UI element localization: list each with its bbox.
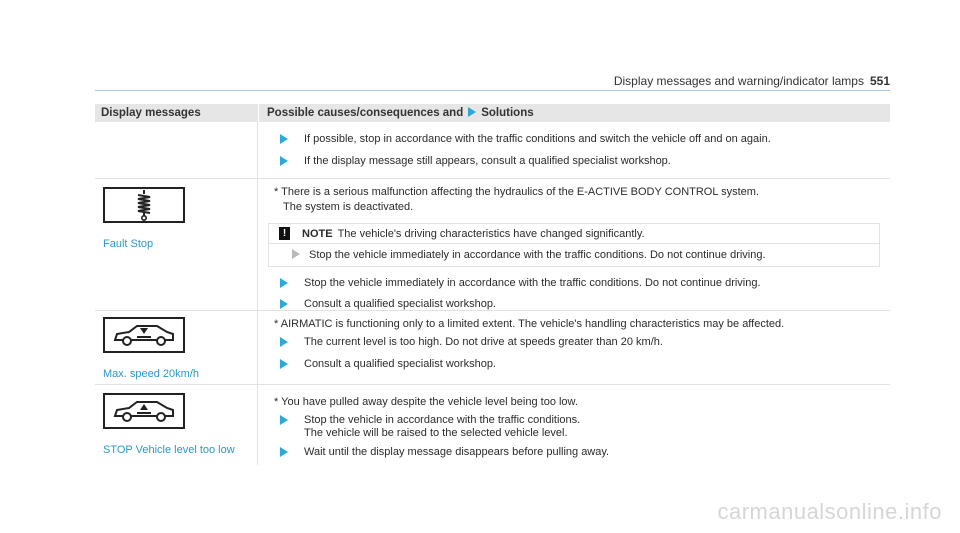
message-label: STOP Vehicle level too low: [103, 444, 235, 456]
warning-icon: !: [279, 227, 290, 240]
step-item: [258, 446, 890, 460]
col-header-causes-text: Possible causes/consequences and: [267, 107, 464, 119]
header-rule: [95, 90, 890, 91]
step-text: Consult a qualified specialist workshop.: [304, 298, 496, 310]
step-text: If the display message still appears, consult a qualified specialist workshop.: [304, 155, 671, 167]
row-solutions-cell: [258, 122, 890, 178]
step-item: [258, 336, 890, 350]
arrow-icon: [292, 249, 300, 259]
step-text: [304, 414, 580, 440]
arrow-icon: [280, 447, 288, 457]
row-solutions-cell: [258, 179, 890, 310]
step-item: [258, 277, 890, 291]
message-label: Max. speed 20km/h: [103, 368, 199, 380]
message-label: Fault Stop: [103, 238, 154, 250]
suspension-spring-icon: [103, 187, 185, 223]
col-header-causes: [258, 104, 890, 122]
page-header: [614, 74, 890, 88]
step-item: [258, 155, 890, 169]
table-row: [95, 122, 890, 179]
arrow-icon: [280, 415, 288, 425]
step-text: The current level is too high. Do not drive at speeds greater than 20 km/h.: [304, 336, 663, 348]
watermark: carmanualsonline.info: [717, 499, 942, 524]
footnote-star: *: [274, 318, 279, 330]
arrow-icon: [280, 156, 288, 166]
table-row: [95, 385, 890, 465]
arrow-icon: [468, 107, 476, 117]
row-display-cell: [95, 122, 258, 178]
row-solutions-cell: [258, 311, 890, 384]
arrow-icon: [280, 134, 288, 144]
note-header: [269, 224, 879, 244]
arrow-icon: [280, 359, 288, 369]
step-item: [258, 133, 890, 147]
row-solutions-cell: [258, 385, 890, 465]
table-row: [95, 311, 890, 385]
footnote-star: *: [274, 186, 279, 198]
display-messages-table: [95, 104, 890, 465]
step-item: [258, 358, 890, 372]
step-text: Wait until the display message disappears before pulling away.: [304, 446, 610, 458]
note-title: NOTE: [302, 227, 333, 240]
step-item: [258, 414, 890, 440]
note-box: [268, 223, 880, 267]
table-header: [95, 104, 890, 122]
footnote-star: *: [274, 396, 279, 408]
car-raise-icon: [103, 393, 185, 429]
arrow-icon: [280, 278, 288, 288]
page-header-title: Display messages and warning/indicator lamps: [613, 74, 864, 88]
row-display-cell: [95, 385, 258, 465]
page-number: 551: [869, 74, 890, 88]
cause-line: AIRMATIC is functioning only to a limited extent. The vehicle's handling characteristics may be affected.: [280, 318, 785, 330]
note-text: The vehicle's driving characteristics have changed significantly.: [337, 227, 645, 240]
step-text: Stop the vehicle immediately in accordance with the traffic conditions. Do not continue driving.: [304, 277, 761, 289]
table-row: [95, 179, 890, 311]
step-text-line: Stop the vehicle in accordance with the traffic conditions.: [304, 414, 581, 426]
note-step: [269, 244, 879, 266]
car-lowered-icon: [103, 317, 185, 353]
col-header-solutions-text: Solutions: [481, 107, 534, 119]
step-text: Consult a qualified specialist workshop.: [304, 358, 496, 370]
cause-line: There is a serious malfunction affecting the hydraulics of the E-ACTIVE BODY CONTROL system.: [281, 186, 760, 198]
step-item: [258, 298, 890, 312]
step-text-line: The vehicle will be raised to the selected vehicle level.: [304, 427, 568, 439]
cause-subtext: The system is deactivated.: [283, 201, 414, 213]
cause-text: [258, 395, 890, 410]
arrow-icon: [280, 337, 288, 347]
row-display-cell: [95, 179, 258, 310]
col-header-display-messages: Display messages: [101, 107, 201, 119]
note-step-text: Stop the vehicle immediately in accordance with the traffic conditions. Do not continue driving.: [309, 249, 766, 261]
cause-line: You have pulled away despite the vehicle level being too low.: [281, 396, 578, 408]
row-display-cell: [95, 311, 258, 384]
cause-text: [258, 317, 890, 332]
arrow-icon: [280, 299, 288, 309]
cause-text: [258, 185, 890, 200]
step-text: If possible, stop in accordance with the traffic conditions and switch the vehicle off and on again.: [304, 133, 771, 145]
